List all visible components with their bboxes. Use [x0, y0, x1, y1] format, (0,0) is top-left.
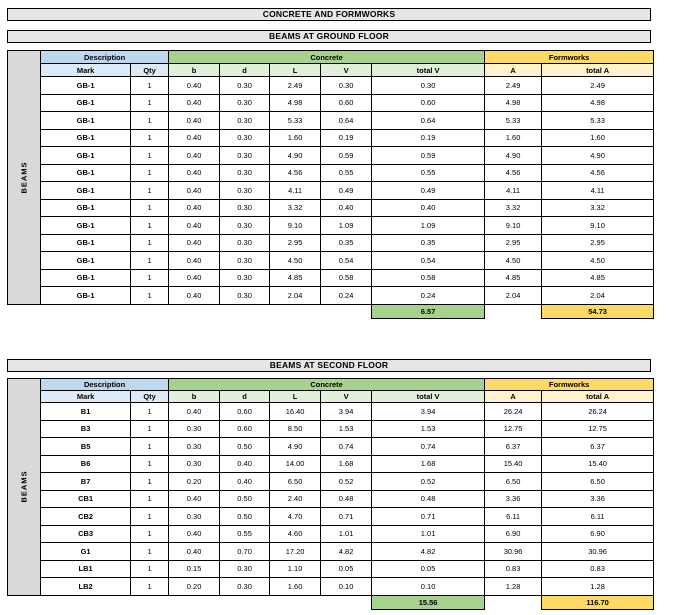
cell-d: 0.50: [220, 508, 270, 526]
cell-v: 0.74: [321, 438, 372, 456]
cell-total-a: 26.24: [542, 403, 654, 421]
cell-l: 4.50: [270, 252, 321, 270]
cell-d: 0.30: [220, 578, 270, 596]
cell-total-a: 12.75: [542, 420, 654, 438]
cell-mark: GB-1: [41, 252, 131, 270]
cell-qty: 1: [131, 77, 169, 95]
cell-qty: 1: [131, 94, 169, 112]
cell-mark: GB-1: [41, 217, 131, 235]
table-row: [8, 182, 654, 200]
blank-cell: [131, 304, 169, 318]
cell-b: 0.40: [169, 525, 220, 543]
cell-total-a: 3.32: [542, 199, 654, 217]
table-row: [8, 560, 654, 578]
cell-d: 0.40: [220, 455, 270, 473]
cell-qty: 1: [131, 525, 169, 543]
cell-total-a: 0.83: [542, 560, 654, 578]
cell-mark: GB-1: [41, 77, 131, 95]
cell-a: 12.75: [485, 420, 542, 438]
cell-mark: GB-1: [41, 94, 131, 112]
sum-total-a: 54.73: [542, 304, 654, 318]
blank-cell: [41, 595, 131, 609]
header-concrete: Concrete: [169, 51, 485, 64]
col-b: b: [169, 64, 220, 77]
cell-a: 30.96: [485, 543, 542, 561]
col-a: A: [485, 391, 542, 403]
cell-d: 0.40: [220, 473, 270, 491]
totals-row: [8, 304, 654, 318]
cell-b: 0.40: [169, 164, 220, 182]
cell-mark: GB-1: [41, 234, 131, 252]
cell-a: 6.11: [485, 508, 542, 526]
col-l: L: [270, 391, 321, 403]
cell-v: 0.64: [321, 112, 372, 130]
blank-cell: [485, 595, 542, 609]
cell-mark: B3: [41, 420, 131, 438]
cell-l: 1.60: [270, 578, 321, 596]
subheader-row: [8, 391, 654, 403]
cell-qty: 1: [131, 269, 169, 287]
cell-v: 1.01: [321, 525, 372, 543]
table-row: [8, 217, 654, 235]
table-row: [8, 543, 654, 561]
cell-total-v: 0.54: [372, 252, 485, 270]
table-row: [8, 525, 654, 543]
cell-l: 2.40: [270, 490, 321, 508]
cell-a: 15.40: [485, 455, 542, 473]
cell-d: 0.30: [220, 217, 270, 235]
cell-total-a: 1.60: [542, 129, 654, 147]
totals-row: [8, 595, 654, 609]
subheader-row: [8, 64, 654, 77]
cell-b: 0.40: [169, 182, 220, 200]
cell-mark: B7: [41, 473, 131, 491]
cell-qty: 1: [131, 578, 169, 596]
col-total-a: total A: [542, 64, 654, 77]
cell-mark: CB3: [41, 525, 131, 543]
cell-total-a: 4.11: [542, 182, 654, 200]
cell-total-v: 1.68: [372, 455, 485, 473]
col-mark: Mark: [41, 391, 131, 403]
cell-b: 0.40: [169, 217, 220, 235]
cell-d: 0.30: [220, 234, 270, 252]
cell-total-a: 6.37: [542, 438, 654, 456]
header-formworks: Formworks: [485, 51, 654, 64]
cell-a: 4.85: [485, 269, 542, 287]
cell-d: 0.70: [220, 543, 270, 561]
cell-total-v: 1.01: [372, 525, 485, 543]
cell-mark: B1: [41, 403, 131, 421]
cell-l: 14.00: [270, 455, 321, 473]
cell-total-a: 2.95: [542, 234, 654, 252]
cell-total-a: 4.90: [542, 147, 654, 165]
cell-mark: LB2: [41, 578, 131, 596]
table-row: [8, 234, 654, 252]
cell-total-a: 4.56: [542, 164, 654, 182]
cell-v: 0.48: [321, 490, 372, 508]
table-row: [8, 199, 654, 217]
cell-total-a: 1.28: [542, 578, 654, 596]
cell-total-v: 1.09: [372, 217, 485, 235]
cell-mark: GB-1: [41, 147, 131, 165]
header-description: Description: [41, 379, 169, 391]
table-row: [8, 438, 654, 456]
table-row: [8, 164, 654, 182]
cell-b: 0.40: [169, 252, 220, 270]
cell-v: 0.40: [321, 199, 372, 217]
cell-d: 0.30: [220, 147, 270, 165]
ground-floor-title: BEAMS AT GROUND FLOOR: [7, 30, 651, 43]
cell-a: 5.33: [485, 112, 542, 130]
cell-a: 3.36: [485, 490, 542, 508]
blank-cell: [8, 595, 41, 609]
table-row: [8, 420, 654, 438]
ground-floor-table: [7, 50, 654, 319]
blank-cell: [321, 595, 372, 609]
table-row: [8, 578, 654, 596]
cell-total-v: 0.60: [372, 94, 485, 112]
cell-v: 4.82: [321, 543, 372, 561]
cell-l: 2.49: [270, 77, 321, 95]
header-description: Description: [41, 51, 169, 64]
blank-cell: [8, 304, 41, 318]
cell-total-v: 0.58: [372, 269, 485, 287]
second-floor-table: [7, 378, 654, 610]
cell-v: 3.94: [321, 403, 372, 421]
cell-total-v: 0.55: [372, 164, 485, 182]
second-floor-title: BEAMS AT SECOND FLOOR: [7, 359, 651, 372]
cell-total-v: 0.05: [372, 560, 485, 578]
blank-cell: [270, 595, 321, 609]
table-row: [8, 147, 654, 165]
cell-b: 0.40: [169, 147, 220, 165]
table-row: [8, 252, 654, 270]
cell-qty: 1: [131, 112, 169, 130]
blank-cell: [321, 304, 372, 318]
cell-l: 2.04: [270, 287, 321, 305]
cell-mark: LB1: [41, 560, 131, 578]
cell-total-a: 9.10: [542, 217, 654, 235]
cell-v: 0.49: [321, 182, 372, 200]
side-label: [8, 51, 41, 305]
cell-total-a: 4.85: [542, 269, 654, 287]
cell-total-v: 0.10: [372, 578, 485, 596]
cell-d: 0.30: [220, 77, 270, 95]
side-label: [8, 379, 41, 596]
cell-l: 1.60: [270, 129, 321, 147]
cell-v: 1.68: [321, 455, 372, 473]
cell-b: 0.40: [169, 543, 220, 561]
cell-total-a: 5.33: [542, 112, 654, 130]
cell-l: 5.33: [270, 112, 321, 130]
cell-a: 6.50: [485, 473, 542, 491]
col-total-a: total A: [542, 391, 654, 403]
cell-v: 0.55: [321, 164, 372, 182]
table-row: [8, 508, 654, 526]
col-total-v: total V: [372, 64, 485, 77]
cell-v: 0.30: [321, 77, 372, 95]
cell-l: 1.10: [270, 560, 321, 578]
header-row: [8, 379, 654, 391]
col-v: V: [321, 391, 372, 403]
table-row: [8, 129, 654, 147]
col-mark: Mark: [41, 64, 131, 77]
cell-total-a: 6.11: [542, 508, 654, 526]
cell-b: 0.40: [169, 234, 220, 252]
cell-d: 0.50: [220, 490, 270, 508]
cell-b: 0.20: [169, 473, 220, 491]
cell-a: 2.95: [485, 234, 542, 252]
header-formworks: Formworks: [485, 379, 654, 391]
cell-a: 0.83: [485, 560, 542, 578]
cell-b: 0.40: [169, 129, 220, 147]
cell-d: 0.30: [220, 287, 270, 305]
cell-d: 0.50: [220, 438, 270, 456]
cell-mark: B6: [41, 455, 131, 473]
cell-l: 4.90: [270, 438, 321, 456]
cell-b: 0.40: [169, 403, 220, 421]
cell-mark: GB-1: [41, 182, 131, 200]
side-label-text: BEAMS: [19, 470, 29, 503]
cell-qty: 1: [131, 508, 169, 526]
cell-total-a: 30.96: [542, 543, 654, 561]
cell-d: 0.30: [220, 182, 270, 200]
cell-b: 0.40: [169, 112, 220, 130]
cell-d: 0.60: [220, 420, 270, 438]
cell-b: 0.20: [169, 578, 220, 596]
cell-d: 0.55: [220, 525, 270, 543]
cell-v: 1.09: [321, 217, 372, 235]
cell-l: 4.85: [270, 269, 321, 287]
blank-cell: [169, 595, 220, 609]
cell-mark: CB1: [41, 490, 131, 508]
cell-d: 0.30: [220, 560, 270, 578]
cell-total-v: 0.19: [372, 129, 485, 147]
cell-total-v: 0.40: [372, 199, 485, 217]
cell-mark: GB-1: [41, 112, 131, 130]
cell-qty: 1: [131, 182, 169, 200]
cell-v: 0.58: [321, 269, 372, 287]
cell-mark: GB-1: [41, 287, 131, 305]
cell-qty: 1: [131, 252, 169, 270]
cell-total-v: 0.74: [372, 438, 485, 456]
cell-a: 1.28: [485, 578, 542, 596]
col-b: b: [169, 391, 220, 403]
cell-total-a: 6.50: [542, 473, 654, 491]
cell-a: 1.60: [485, 129, 542, 147]
cell-total-v: 0.52: [372, 473, 485, 491]
cell-d: 0.30: [220, 269, 270, 287]
table-row: [8, 455, 654, 473]
cell-a: 4.50: [485, 252, 542, 270]
col-qty: Qty: [131, 64, 169, 77]
cell-b: 0.30: [169, 420, 220, 438]
cell-b: 0.40: [169, 269, 220, 287]
cell-qty: 1: [131, 287, 169, 305]
cell-b: 0.30: [169, 438, 220, 456]
cell-v: 0.19: [321, 129, 372, 147]
col-l: L: [270, 64, 321, 77]
cell-total-a: 4.50: [542, 252, 654, 270]
cell-l: 8.50: [270, 420, 321, 438]
cell-a: 26.24: [485, 403, 542, 421]
cell-mark: GB-1: [41, 269, 131, 287]
cell-b: 0.30: [169, 455, 220, 473]
cell-b: 0.40: [169, 94, 220, 112]
cell-v: 0.71: [321, 508, 372, 526]
cell-mark: G1: [41, 543, 131, 561]
cell-d: 0.30: [220, 199, 270, 217]
cell-qty: 1: [131, 234, 169, 252]
cell-mark: CB2: [41, 508, 131, 526]
cell-v: 0.60: [321, 94, 372, 112]
cell-a: 4.90: [485, 147, 542, 165]
cell-l: 4.56: [270, 164, 321, 182]
cell-l: 17.20: [270, 543, 321, 561]
cell-total-v: 0.35: [372, 234, 485, 252]
cell-total-v: 0.49: [372, 182, 485, 200]
cell-a: 9.10: [485, 217, 542, 235]
cell-l: 16.40: [270, 403, 321, 421]
cell-total-v: 4.82: [372, 543, 485, 561]
cell-d: 0.30: [220, 94, 270, 112]
header-concrete: Concrete: [169, 379, 485, 391]
main-title: CONCRETE AND FORMWORKS: [7, 8, 651, 21]
cell-total-a: 6.90: [542, 525, 654, 543]
cell-l: 4.98: [270, 94, 321, 112]
cell-a: 4.11: [485, 182, 542, 200]
cell-qty: 1: [131, 473, 169, 491]
cell-v: 0.59: [321, 147, 372, 165]
cell-total-v: 0.48: [372, 490, 485, 508]
cell-b: 0.40: [169, 287, 220, 305]
table-row: [8, 269, 654, 287]
cell-b: 0.40: [169, 490, 220, 508]
table-row: [8, 77, 654, 95]
cell-total-v: 3.94: [372, 403, 485, 421]
cell-total-v: 0.30: [372, 77, 485, 95]
table-row: [8, 490, 654, 508]
cell-a: 6.37: [485, 438, 542, 456]
table-row: [8, 287, 654, 305]
cell-v: 1.53: [321, 420, 372, 438]
col-total-v: total V: [372, 391, 485, 403]
cell-mark: GB-1: [41, 164, 131, 182]
blank-cell: [169, 304, 220, 318]
cell-d: 0.30: [220, 164, 270, 182]
table-row: [8, 112, 654, 130]
table-row: [8, 473, 654, 491]
cell-d: 0.30: [220, 112, 270, 130]
cell-qty: 1: [131, 438, 169, 456]
cell-qty: 1: [131, 403, 169, 421]
cell-v: 0.52: [321, 473, 372, 491]
cell-total-v: 1.53: [372, 420, 485, 438]
sum-total-v: 15.56: [372, 595, 485, 609]
cell-d: 0.60: [220, 403, 270, 421]
cell-a: 2.49: [485, 77, 542, 95]
cell-mark: GB-1: [41, 129, 131, 147]
table-row: [8, 403, 654, 421]
col-v: V: [321, 64, 372, 77]
cell-total-a: 3.36: [542, 490, 654, 508]
cell-total-v: 0.64: [372, 112, 485, 130]
header-row: [8, 51, 654, 64]
cell-a: 3.32: [485, 199, 542, 217]
cell-a: 4.56: [485, 164, 542, 182]
cell-b: 0.15: [169, 560, 220, 578]
cell-qty: 1: [131, 217, 169, 235]
cell-total-v: 0.59: [372, 147, 485, 165]
cell-b: 0.30: [169, 508, 220, 526]
cell-v: 0.10: [321, 578, 372, 596]
cell-v: 0.35: [321, 234, 372, 252]
cell-l: 4.60: [270, 525, 321, 543]
cell-l: 6.50: [270, 473, 321, 491]
cell-a: 4.98: [485, 94, 542, 112]
table-row: [8, 94, 654, 112]
cell-qty: 1: [131, 129, 169, 147]
cell-l: 4.11: [270, 182, 321, 200]
blank-cell: [270, 304, 321, 318]
cell-qty: 1: [131, 490, 169, 508]
cell-mark: B5: [41, 438, 131, 456]
cell-qty: 1: [131, 455, 169, 473]
cell-l: 4.70: [270, 508, 321, 526]
cell-a: 6.90: [485, 525, 542, 543]
cell-l: 9.10: [270, 217, 321, 235]
cell-l: 3.32: [270, 199, 321, 217]
sum-total-v: 6.57: [372, 304, 485, 318]
cell-d: 0.30: [220, 252, 270, 270]
cell-qty: 1: [131, 147, 169, 165]
cell-b: 0.40: [169, 77, 220, 95]
col-d: d: [220, 391, 270, 403]
blank-cell: [220, 304, 270, 318]
cell-qty: 1: [131, 420, 169, 438]
cell-l: 4.90: [270, 147, 321, 165]
col-d: d: [220, 64, 270, 77]
blank-cell: [131, 595, 169, 609]
cell-total-a: 15.40: [542, 455, 654, 473]
cell-qty: 1: [131, 164, 169, 182]
cell-total-v: 0.71: [372, 508, 485, 526]
cell-total-a: 4.98: [542, 94, 654, 112]
cell-total-a: 2.49: [542, 77, 654, 95]
col-a: A: [485, 64, 542, 77]
cell-v: 0.54: [321, 252, 372, 270]
cell-total-v: 0.24: [372, 287, 485, 305]
cell-a: 2.04: [485, 287, 542, 305]
cell-total-a: 2.04: [542, 287, 654, 305]
cell-b: 0.40: [169, 199, 220, 217]
side-label-text: BEAMS: [19, 161, 29, 194]
cell-v: 0.24: [321, 287, 372, 305]
cell-qty: 1: [131, 199, 169, 217]
cell-mark: GB-1: [41, 199, 131, 217]
cell-qty: 1: [131, 543, 169, 561]
cell-d: 0.30: [220, 129, 270, 147]
sum-total-a: 116.70: [542, 595, 654, 609]
col-qty: Qty: [131, 391, 169, 403]
cell-v: 0.05: [321, 560, 372, 578]
blank-cell: [485, 304, 542, 318]
blank-cell: [41, 304, 131, 318]
cell-l: 2.95: [270, 234, 321, 252]
cell-qty: 1: [131, 560, 169, 578]
blank-cell: [220, 595, 270, 609]
